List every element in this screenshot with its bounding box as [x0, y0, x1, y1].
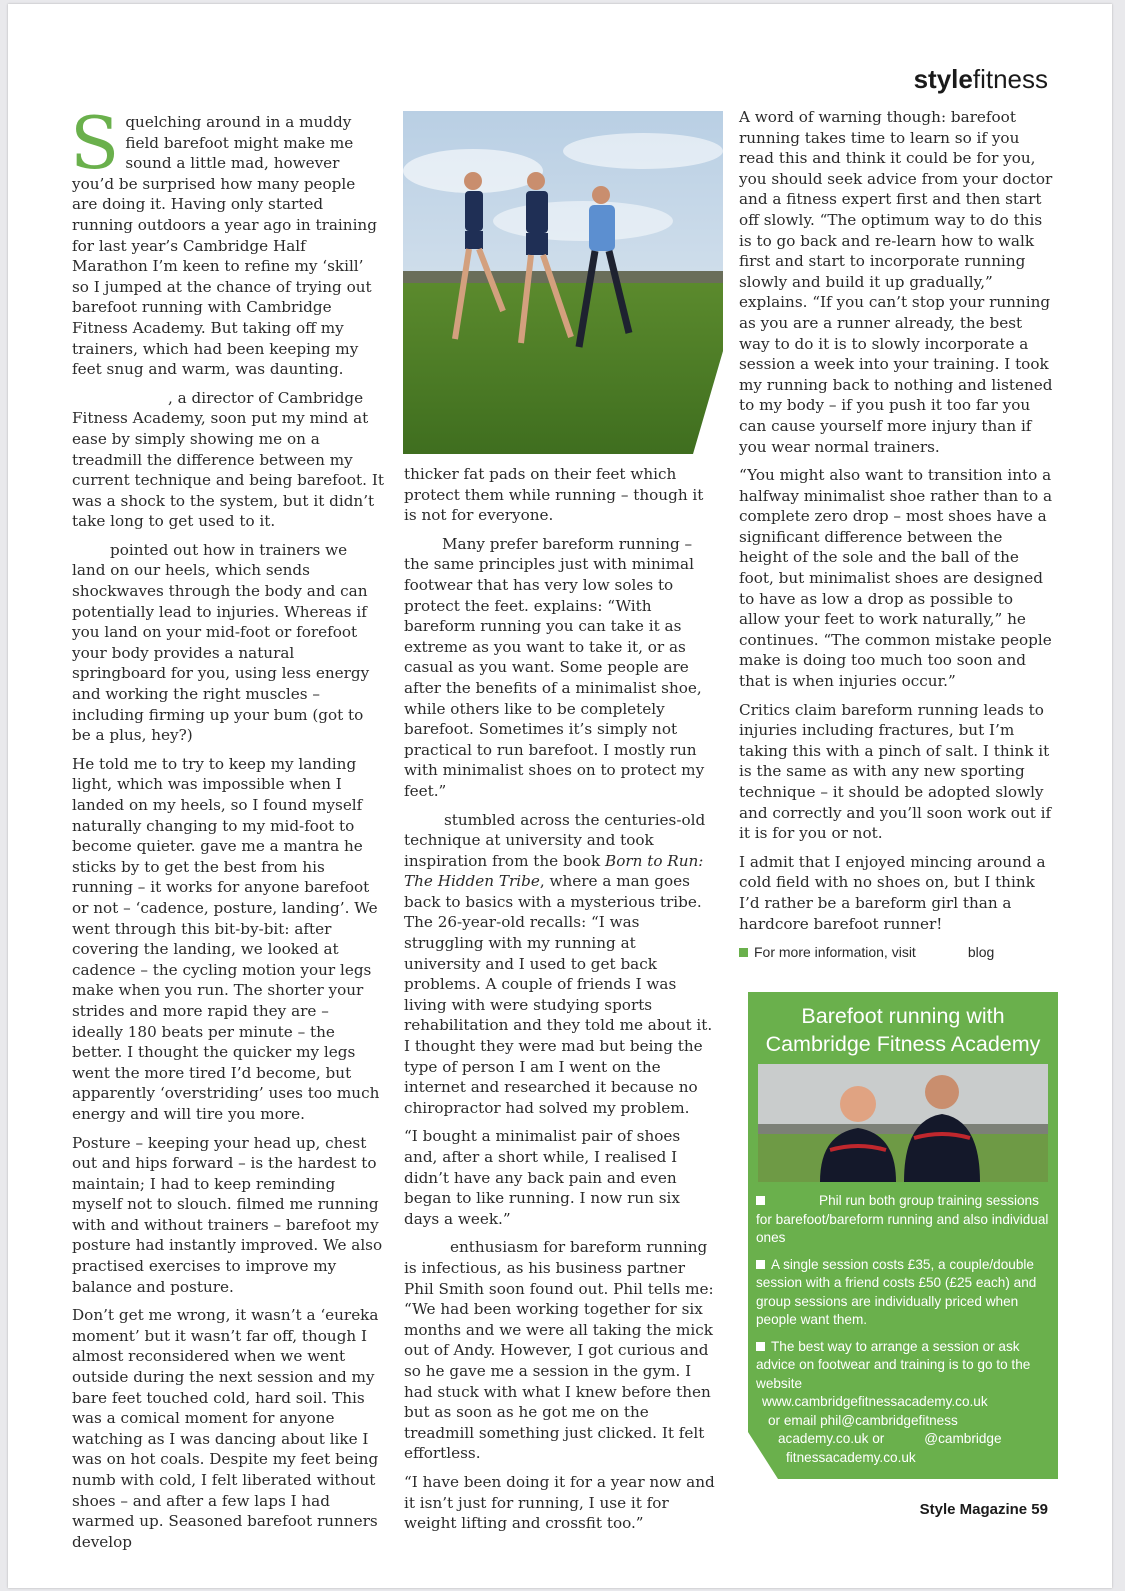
white-square-bullet	[756, 1196, 765, 1205]
magazine-page	[8, 4, 1112, 1588]
header-brand-light: fitness	[972, 64, 1048, 94]
drop-cap: S	[70, 101, 120, 185]
book-title: Born to Run: The Hidden Tribe	[404, 851, 704, 891]
paragraph: “You might also want to transition into a halfway minimalist shoe rather than to a complete zero drop – most shoes have a significant difference between the height of the sole and the ball of the foot, but minimalist shoes are designed to have as low a drop as possible to allow your feet to work naturally,” he continues. “The common mistake people make is doing too much too soon and that is when injuries occur.”	[739, 466, 1053, 691]
paragraph: “I bought a minimalist pair of shoes and, after a short while, I realised I didn’t have any back pain and even began to like running. I now run six days a week.”	[404, 1127, 681, 1228]
paragraph: , a director of Cambridge Fitness Academy, soon put my mind at ease by simply showing me on a treadmill the difference between my current technique and being barefoot. It was a shock to the system, but it didn’t take long to get used to it.	[72, 388, 384, 531]
runners-photo	[403, 111, 723, 454]
paragraph: Squelching around in a muddy field barefoot might make me sound a little mad, however you’d be surprised how many people are doing it. Having only started running outdoors a year ago in training for last year’s Cambridge Half Marathon I’m keen to refine my ‘skill’ so I jumped at the chance of trying out barefoot running with Cambridge Fitness Academy. But taking off my trainers, which had been keeping my feet snug and warm, was daunting.	[70, 101, 377, 379]
section-header	[914, 64, 1048, 95]
more-info-line: For more information, visit blog	[739, 942, 1055, 963]
green-square-bullet	[739, 948, 748, 957]
white-square-bullet	[756, 1260, 765, 1269]
article-column-2	[404, 464, 716, 1542]
paragraph: He told me to try to keep my landing light, which was impossible when I landed on my heels, so I found myself naturally changing to my mid-foot to become quieter. gave me a mantra he sticks by to get the best from his running – it works for anyone barefoot or not – ‘cadence, posture, landing’. We went through this bit-by-bit: after covering the landing, we looked at cadence – the cycling motion your legs make when you run. The shorter your strides and more rapid they are – ideally 180 beats per minute – the better. I thought the quicker my legs went the more tired I’d become, but apparently ‘overstriding’ uses too much energy and will tire you more.	[72, 754, 380, 1123]
website-link[interactable]: www.cambridgefitnessacademy.co.uk	[762, 1394, 988, 1409]
paragraph: Don’t get me wrong, it wasn’t a ‘eureka moment’ but it wasn’t far off, though I almost reconsidered when we went outside during the next session and my bare feet touched cold, hard soil. This was a comical moment for anyone watching as I was dancing about like I was on hot coals. Despite my feet being numb with cold, I felt liberated without shoes – and after a few laps I had warmed up. Seasoned barefoot runners develop	[72, 1306, 379, 1551]
paragraph: stumbled across the centuries-old technique at university and took inspiration from the book Born to Run: The Hidden Tribe, where a man goes back to basics with a mysterious tribe. The 26-year-old recalls: “I was struggling with my running at university and I used to get back problems. A couple of friends I was living with were studying sports rehabilitation and they told me about it. I thought they were mad but being the type of person I am I went on the internet and researched it because no chiropractor had solved my problem.	[404, 810, 713, 1117]
email-text: academy.co.uk or @cambridge	[778, 1431, 1002, 1446]
paragraph: Critics claim bareform running leads to injuries including fractures, but I’m taking this with a pinch of salt. I think it is the same as with any new sporting technique – it should be adopted slowly and correctly and you’ll soon work out if it is for you or not.	[739, 700, 1052, 843]
info-item: Phil run both group training sessions for barefoot/bareform running and also individual ones	[756, 1193, 1049, 1245]
email-text: or email phil@cambridgefitness	[768, 1412, 958, 1428]
paragraph: “I have been doing it for a year now and it isn’t just for running, I use it for weight lifting and crossfit too.”	[404, 1472, 715, 1533]
email-text: fitnessacademy.co.uk	[786, 1449, 916, 1465]
white-square-bullet	[756, 1342, 765, 1351]
info-box	[748, 992, 1058, 1479]
treeline	[403, 271, 723, 285]
info-box-title: Barefoot running with Cambridge Fitness Academy	[765, 1004, 1041, 1056]
article-column-3	[739, 107, 1055, 963]
page-footer: Style Magazine 59	[919, 1501, 1048, 1518]
paragraph: I admit that I enjoyed mincing around a cold field with no shoes on, but I think I’d rather be a bareform girl than a hardcore barefoot runner!	[739, 852, 1046, 933]
paragraph: A word of warning though: barefoot running takes time to learn so if you read this and think it could be for you, you should seek advice from your doctor and a fitness expert first and then start off slowly. “The optimum way to do this is to go back and re-learn how to walk first and start to incorporate running slowly and build it up gradually,” explains. “If you can’t stop your running as you are a runner already, the best way to do it is to slowly incorporate a session a week into your training. I took my running back to nothing and listened to my body – if you push it too far you can cause yourself more injury than if you wear normal trainers.	[739, 108, 1053, 456]
info-box-list	[756, 1192, 1052, 1475]
paragraph: Posture – keeping your head up, chest out and hips forward – is the hardest to maintain; I had to keep reminding myself not to slouch. filmed me running with and without trainers – barefoot my posture had instantly improved. We also practised exercises to improve my balance and posture.	[72, 1133, 383, 1296]
info-item: A single session costs £35, a couple/double session with a friend costs £50 (£25 each) and group sessions are individually priced when people want them.	[756, 1256, 1037, 1327]
paragraph: pointed out how in trainers we land on our heels, which sends shockwaves through the body and can potentially lead to injuries. Whereas if you land on your mid-foot or forefoot your body provides a natural springboard for you, using less energy and working the right muscles – including firming up your bum (got to be a plus, hey?)	[72, 540, 370, 745]
trainers-photo	[758, 1064, 1048, 1182]
article-column-1	[70, 101, 384, 1560]
paragraph: thicker fat pads on their feet which protect them while running – though it is not for everyone.	[404, 465, 704, 525]
header-brand-bold: style	[913, 64, 973, 94]
info-item: The best way to arrange a session or ask advice on footwear and training is to go to the website www.cambridgefitnessacademy.co.uk or email phil@cambridgefitness academy.co.uk or @cambridge fitnessacademy.co.uk	[756, 1338, 1052, 1468]
paragraph: Many prefer bareform running – the same principles just with minimal footwear that has very low soles to protect the feet. explains: “With bareform running you can take it as extreme as you want to take it, or as casual as you want. Some people are after the benefits of a minimalist shoe, while others like to be completely barefoot. Sometimes it’s simply not practical to run barefoot. I mostly run with minimalist shoes on to protect my feet.”	[404, 534, 705, 800]
paragraph: enthusiasm for bareform running is infectious, as his business partner Phil Smith soon found out. Phil tells me: “We had been working together for six months and we were all taking the mick out of Andy. However, I got curious and so he gave me a session in the gym. I had stuck with what I knew before then but as soon as he got me on the treadmill something just clicked. It felt effortless.	[404, 1238, 714, 1463]
